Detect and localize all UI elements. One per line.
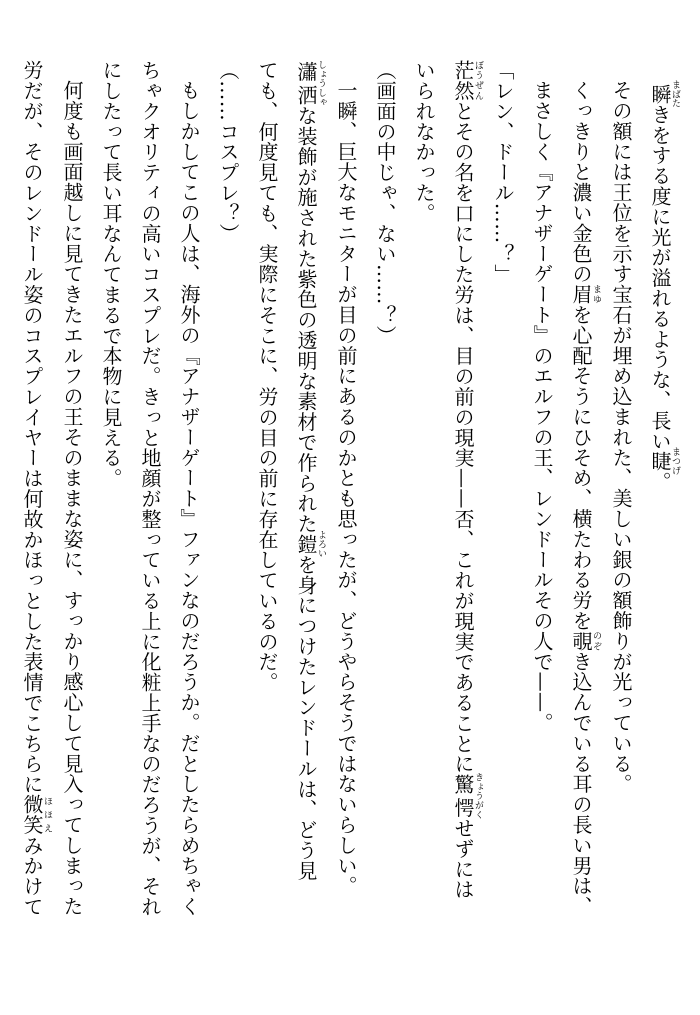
ruby-reading: まつげ	[670, 447, 680, 476]
ruby-base: 瞬	[648, 80, 672, 109]
text-line	[208, 60, 247, 970]
text-line	[91, 60, 130, 970]
ruby-base: 鎧	[294, 529, 318, 559]
text-run: 一瞬、巨大なモニターが目の前にあるのかとも思ったが、どうやらそうではないらしい。	[334, 80, 358, 896]
ruby-word	[294, 60, 326, 107]
ruby-word	[648, 80, 680, 109]
ruby-word	[294, 529, 326, 559]
text-line	[640, 60, 680, 970]
text-line	[12, 60, 52, 970]
text-line	[601, 60, 640, 970]
ruby-reading: まばた	[670, 80, 680, 109]
ruby-base: 茫然	[451, 60, 475, 101]
ruby-reading: まゆ	[591, 284, 601, 305]
ruby-reading: ぼうぜん	[473, 60, 483, 101]
text-line	[522, 60, 561, 970]
ruby-reading: のぞ	[591, 630, 601, 652]
text-run: 何度も画面越しに見てきたエルフの王そのままな姿に、すっかり感心して見入ってしまった	[60, 80, 84, 917]
ruby-word	[648, 447, 680, 476]
text-run: もしかしてこの人は、海外の『アナザーゲート』ファンなのだろうか。だとしたらめちゃく	[177, 80, 201, 917]
ruby-reading: ほほえ	[42, 794, 52, 836]
text-run: にしたって長い耳なんてまるで本物に見える。	[99, 60, 123, 489]
ruby-word	[569, 630, 601, 652]
vertical-text-block	[12, 60, 680, 970]
text-run: 。	[648, 471, 672, 492]
text-run: 労だが、そのレンドール姿のコスプレイヤーは何故かほっとした表情でこちらに	[20, 60, 44, 795]
text-run: くっきりと濃い金色の	[569, 80, 593, 284]
ruby-base: 驚愕	[451, 772, 475, 820]
text-run: せずには	[451, 817, 475, 900]
ruby-word	[20, 794, 52, 836]
text-line	[404, 60, 443, 970]
text-run: を心配そうにひそめ、横たわる労を	[569, 304, 593, 631]
ruby-reading: よろい	[316, 529, 326, 559]
text-run: きをする度に光が溢れるような、長い	[648, 104, 672, 452]
text-line	[561, 60, 601, 970]
text-run: （画面の中じゃ、ない……？）	[373, 60, 397, 346]
text-line	[365, 60, 404, 970]
text-line	[247, 60, 286, 970]
text-run: ちゃクオリティの高いコスプレだ。きっと地顔が整っている上に化粧上手なのだろうが、それ	[138, 60, 162, 917]
text-run: （……コスプレ？）	[216, 60, 240, 244]
text-run: みかけて	[20, 835, 44, 917]
text-run: いられなかった。	[412, 60, 436, 224]
text-line	[286, 60, 326, 970]
text-run: な装飾が施された紫色の透明な素材で作られた	[294, 105, 318, 534]
text-run: とその名を口にした労は、目の前の現実——否、これが現実であることに	[451, 100, 475, 775]
text-line	[326, 60, 365, 970]
text-run: き込んでいる耳の長い男は、	[569, 651, 593, 917]
ruby-base: 睫	[648, 447, 672, 476]
ruby-base: 微笑	[20, 794, 44, 836]
text-line	[169, 60, 208, 970]
text-run: まさしく『アナザーゲート』のエルフの王、レンドールその人で——。	[530, 80, 554, 733]
ruby-base: 眉	[569, 284, 593, 305]
text-line	[483, 60, 522, 970]
text-run: 「レン、ドール……？」	[491, 60, 515, 285]
text-run: その額には王位を示す宝石が埋め込まれた、美しい銀の額飾りが光っている。	[609, 80, 633, 794]
text-line	[130, 60, 169, 970]
ruby-word	[451, 772, 483, 820]
ruby-reading: しょうしゃ	[316, 60, 326, 107]
ruby-base: 瀟洒	[294, 60, 318, 107]
text-run: ても、何度見ても、実際にそこに、労の目の前に存在しているのだ。	[255, 60, 279, 693]
ruby-base: 覗	[569, 630, 593, 652]
ruby-word	[569, 284, 601, 305]
ruby-reading: きょうがく	[473, 772, 483, 820]
text-run: を身につけたレンドールは、どう見	[294, 554, 318, 881]
ruby-word	[451, 60, 483, 101]
text-line	[443, 60, 483, 970]
text-line	[52, 60, 91, 970]
